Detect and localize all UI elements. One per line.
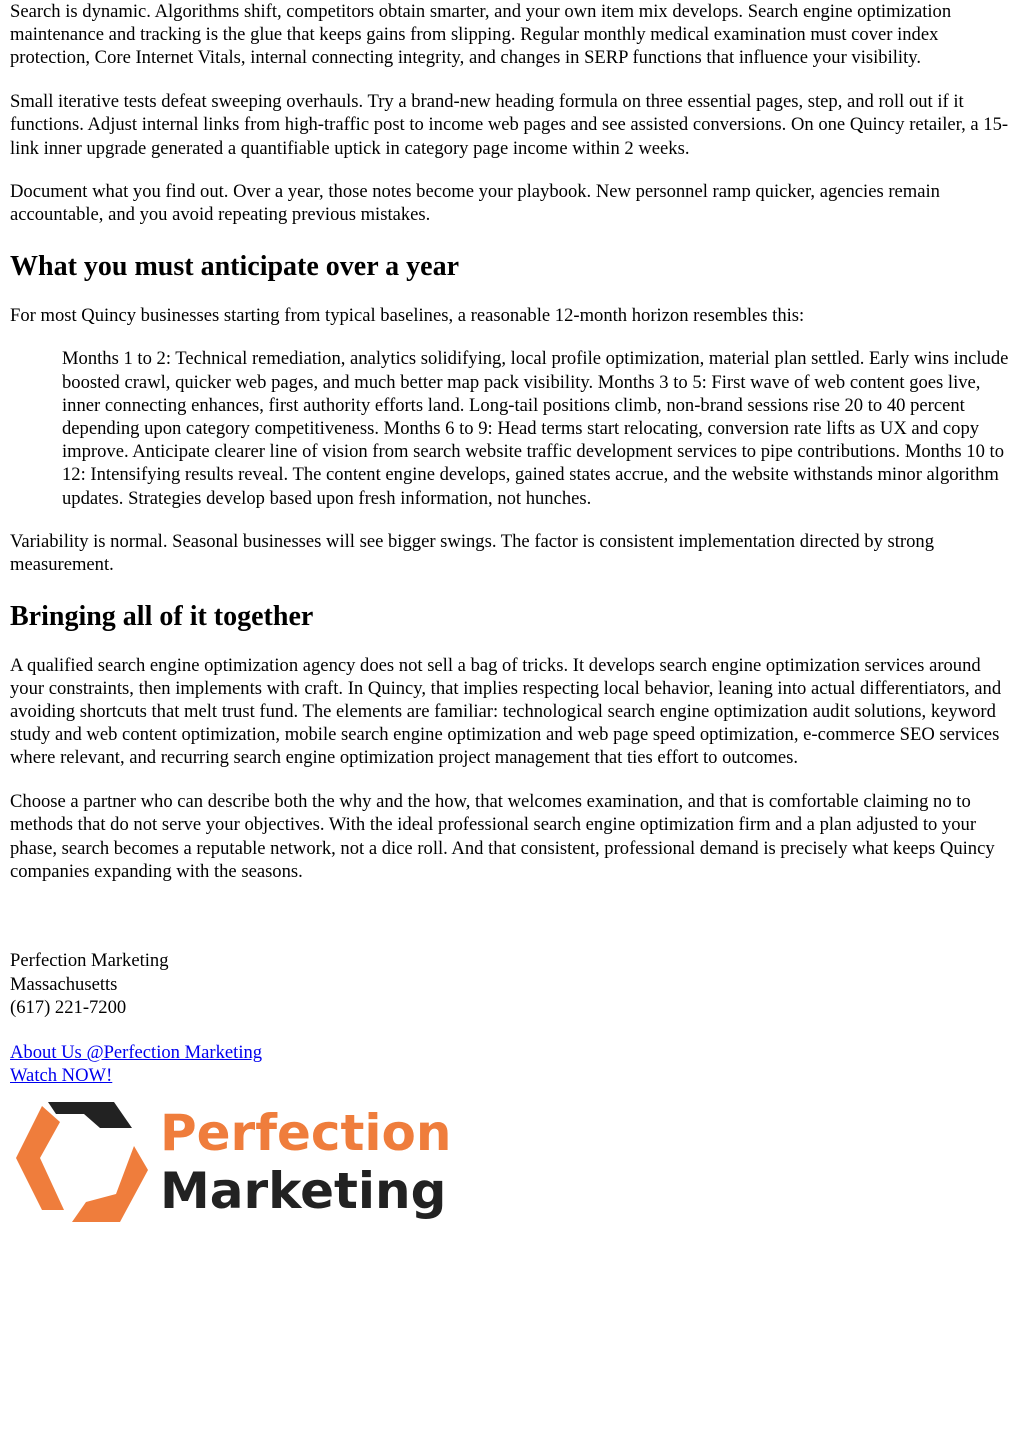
section-year-closing: Variability is normal. Seasonal businesses will see bigger swings. The factor is consistent implementation directed by strong measurement.	[10, 531, 935, 576]
section-year-lead: For most Quincy businesses starting from typical baselines, a reasonable 12-month horizon resembles this:	[10, 304, 805, 326]
logo-orange-segment-bottom	[72, 1146, 148, 1222]
intro-paragraph-2: Small iterative tests defeat sweeping overhauls. Try a brand-new heading formula on three essential pages, step, and roll out if it functions. Adjust internal links from high-traffic post to income web pages and see assisted conversions. On one Quincy retailer, a 15-link inner upgrade generated a quantifiable uptick in category page income within 2 weeks.	[10, 91, 1009, 159]
timeline-blockquote: Months 1 to 2: Technical remediation, analytics solidifying, local profile optimization, material plan settled. Early wins include boosted crawl, quicker web pages, and much better map pack visibility. Months 3 to 5: First wave of web content goes live, inner connecting enhances, first authority efforts land. Long-tail positions climb, non-brand sessions rise 20 to 40 percent depending upon category competitiveness. Months 6 to 9: Head terms start relocating, conversion rate lifts as UX and copy improve. Anticipate clearer line of vision from search website traffic development services to pipe contributions. Months 10 to 12: Intensifying results reveal. The content engine develops, gained states accrue, and the website withstands minor algorithm updates. Strategies develop based upon fresh information, not hunches.	[62, 348, 1009, 509]
about-us-link[interactable]: About Us @Perfection Marketing	[10, 1042, 263, 1064]
section-heading-year: What you must anticipate over a year	[10, 250, 459, 282]
logo-text-line2: Marketing	[160, 1161, 447, 1220]
company-phone: (617) 221-7200	[10, 996, 127, 1018]
watch-now-link[interactable]: Watch NOW!	[10, 1065, 113, 1087]
together-paragraph-2: Choose a partner who can describe both the why and the how, that welcomes examination, and that is comfortable claiming no to methods that do not serve your objectives. With the ideal professional search engine optimization firm and a plan adjusted to your phase, search becomes a reputable network, not a dice roll. And that consistent, professional demand is precisely what keeps Quincy companies expanding with the seasons.	[10, 791, 995, 882]
together-paragraph-1: A qualified search engine optimization agency does not sell a bag of tricks. It develops search engine optimization services around your constraints, then implements with craft. In Quincy, that implies respecting local behavior, leaning into actual differentiators, and avoiding shortcuts that melt trust fund. The elements are familiar: technological search engine optimization audit solutions, keyword study and web content optimization, mobile search engine optimization and web page speed optimization, e-commerce SEO services where relevant, and recurring search engine optimization project management that ties effort to outcomes.	[10, 654, 1002, 769]
logo-dark-segment	[48, 1102, 132, 1128]
perfection-marketing-logo	[16, 1098, 456, 1226]
hexagon-mark-icon	[16, 1102, 148, 1222]
logo-orange-segment-left	[16, 1106, 64, 1210]
spacer	[10, 903, 1014, 949]
contact-block	[10, 949, 1014, 1019]
section-heading-together: Bringing all of it together	[10, 600, 314, 632]
intro-paragraph-1: Search is dynamic. Algorithms shift, competitors obtain smarter, and your own item mix develops. Search engine optimization maintenance and tracking is the glue that keeps gains from slipping. Regular monthly medical examination must cover index protection, Core Internet Vitals, internal connecting integrity, and changes in SERP functions that influence your visibility.	[10, 1, 952, 69]
intro-paragraph-3: Document what you find out. Over a year, those notes become your playbook. New personnel ramp quicker, agencies remain accountable, and you avoid repeating previous mistakes.	[10, 181, 940, 226]
company-name: Perfection Marketing	[10, 950, 169, 972]
logo-text-line1: Perfection	[160, 1103, 452, 1162]
company-state: Massachusetts	[10, 973, 118, 995]
